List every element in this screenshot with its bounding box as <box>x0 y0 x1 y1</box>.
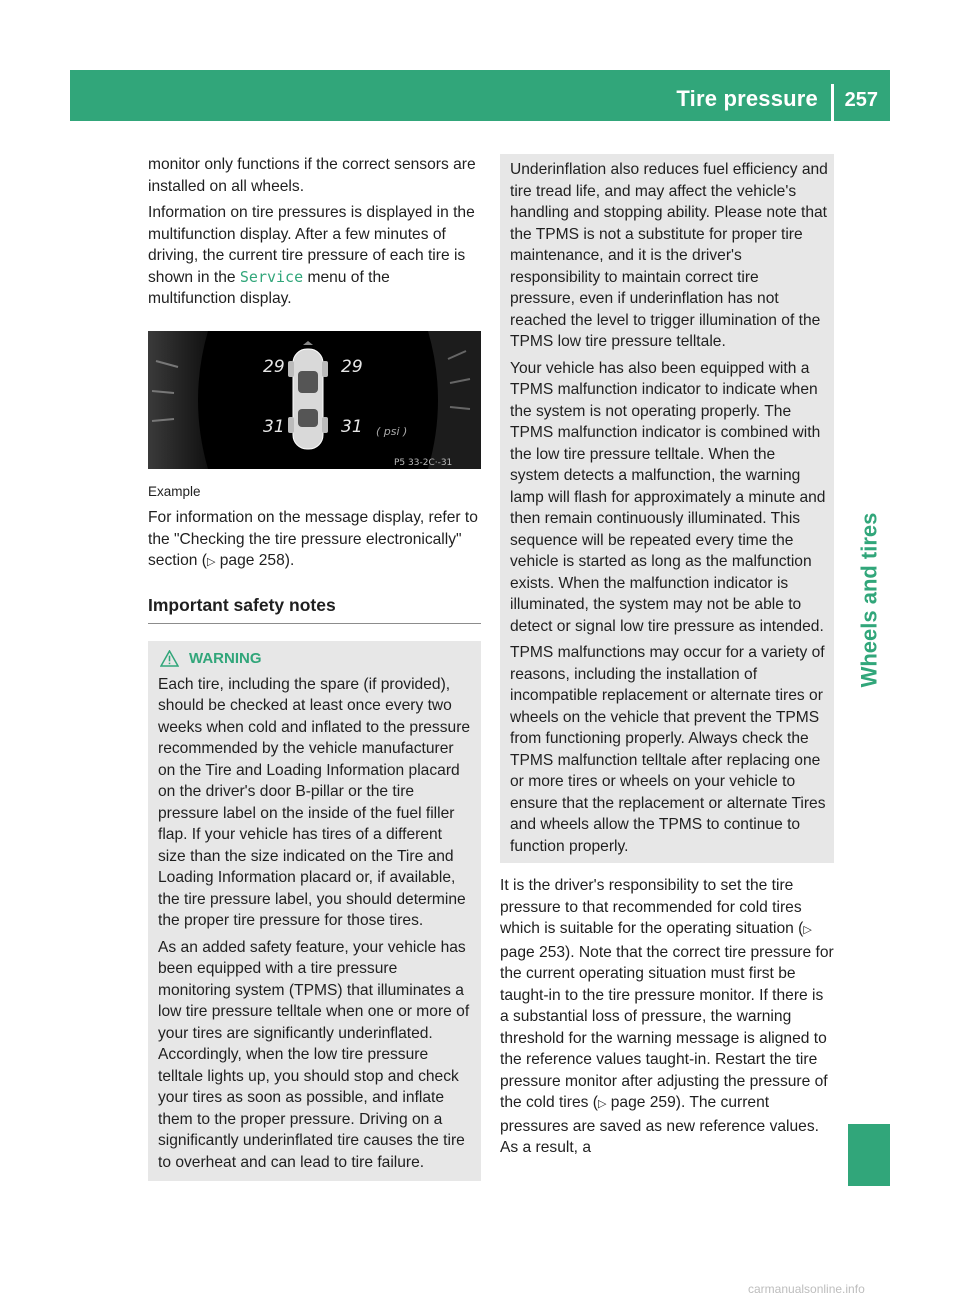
service-menu-link[interactable]: Service <box>239 267 304 286</box>
page-ref-link[interactable]: page 258). <box>215 552 295 569</box>
page-title: Tire pressure <box>676 86 818 111</box>
dashboard-graphic <box>148 331 481 469</box>
warning-box <box>148 641 481 1181</box>
warning-paragraph: As an added safety feature, your vehicle has been equipped with a tire pressure monitoring system (TPMS) that illuminates a low tire pressure telltale when one or more of your tires are significantly underinflated. Accordingly, when the low tire pressure telltale lights up, you should stop and check your tires as soon as possible, and inflate them to the proper pressure. Driving on a significantly underinflated tire causes the tire to overheat and can lead to tire failure. <box>158 938 470 1171</box>
car-outline-icon <box>288 349 328 449</box>
watermark: carmanualsonline.info <box>748 1282 865 1296</box>
warning-label: WARNING <box>189 650 262 667</box>
header-bar <box>70 70 890 121</box>
warning-triangle-icon <box>160 650 179 667</box>
figure-caption: Example <box>148 483 201 499</box>
header-separator <box>831 84 834 121</box>
paragraph: Information on tire pressures is displayed in the multifunction display. After a few minutes of driving, the current tire pressure of each tire is shown in the Service menu of the multifunction display. <box>148 204 475 307</box>
section-heading: Important safety notes <box>148 595 481 625</box>
warning-header <box>160 648 472 670</box>
page-ref-arrow-icon: ▷ <box>803 924 812 936</box>
right-column <box>500 154 834 1164</box>
box-paragraph: TPMS malfunctions may occur for a variety of reasons, including the installation of incompatible replacement or alternate tires or wheels on the vehicle that prevent the TPMS from functioning properly. Always check the TPMS malfunction telltale after replacing one or more tires or wheels on your vehicle to ensure that the replacement or alternate Tires and wheels allow the TPMS to continue to function properly. <box>510 644 826 855</box>
front-left-pressure: 29 <box>263 356 285 377</box>
page-ref-arrow-icon: ▷ <box>206 556 216 568</box>
page-ref-arrow-icon: ▷ <box>597 1098 607 1110</box>
paragraph: It is the driver's responsibility to set the tire pressure to that recommended for cold tires which is suitable for the operating situation (▷ page 253). Note that the correct tire pressure for the current operating situation must first be taught-in to the tire pressure monitor. If there is a substantial loss of pressure, the warning threshold for the warning message is aligned to the reference values taught-in. Restart the tire pressure monitor after adjusting the pressure of the cold tires (▷ page 259). The current pressures are saved as new reference values. As a result, a <box>500 877 834 1156</box>
warning-paragraph: Each tire, including the spare (if provided), should be checked at least once every two weeks when cold and inflated to the pressure recommended by the vehicle manufacturer on the Tire and Loading Information placard on the driver's door B-pillar or the tire pressure label on the inside of the fuel filler flap. If your vehicle has tires of a different size than the size indicated on the Tire and Loading Information placard or, if available, the tire pressure label, you should determine the proper tire pressure for those tires. <box>158 675 471 929</box>
chapter-marker <box>848 1124 890 1186</box>
rear-right-pressure: 31 <box>341 416 363 437</box>
chapter-tab <box>848 512 890 688</box>
pressure-unit: ( psi ) <box>376 424 408 438</box>
figure-code: P5 33-2C·-31 <box>394 457 453 468</box>
rear-left-pressure: 31 <box>263 416 285 437</box>
paragraph: monitor only functions if the correct sensors are installed on all wheels. <box>148 156 476 195</box>
tire-pressure-display-image <box>148 331 481 469</box>
front-right-pressure: 29 <box>341 356 363 377</box>
box-paragraph: Your vehicle has also been equipped with a TPMS malfunction indicator to indicate when the system is not operating properly. The TPMS malfunction indicator is combined with the low tire pressure telltale. When the system detects a malfunction, the warning lamp will flash for approximately a minute and then remain continuously illuminated. This sequence will be repeated every time the vehicle is started as long as the malfunction exists. When the malfunction indicator is illuminated, the system may not be able to detect or signal low tire pressure as intended. <box>510 359 826 635</box>
paragraph: For information on the message display, refer to the "Checking the tire pressure electronically" section (▷ page 258). <box>148 509 478 569</box>
left-column <box>148 154 481 1181</box>
page-number: 257 <box>844 89 878 111</box>
chapter-tab-label: Wheels and tires <box>856 512 881 688</box>
warning-continued-box <box>500 154 834 863</box>
box-paragraph: Underinflation also reduces fuel efficiency and tire tread life, and may affect the vehicle's handling and stopping ability. Please note that the TPMS is not a substitute for proper tire maintenance, and it is the driver's responsibility to maintain correct tire pressure, even if underinflation has not reached the level to trigger illumination of the TPMS low tire pressure telltale. <box>510 161 828 350</box>
